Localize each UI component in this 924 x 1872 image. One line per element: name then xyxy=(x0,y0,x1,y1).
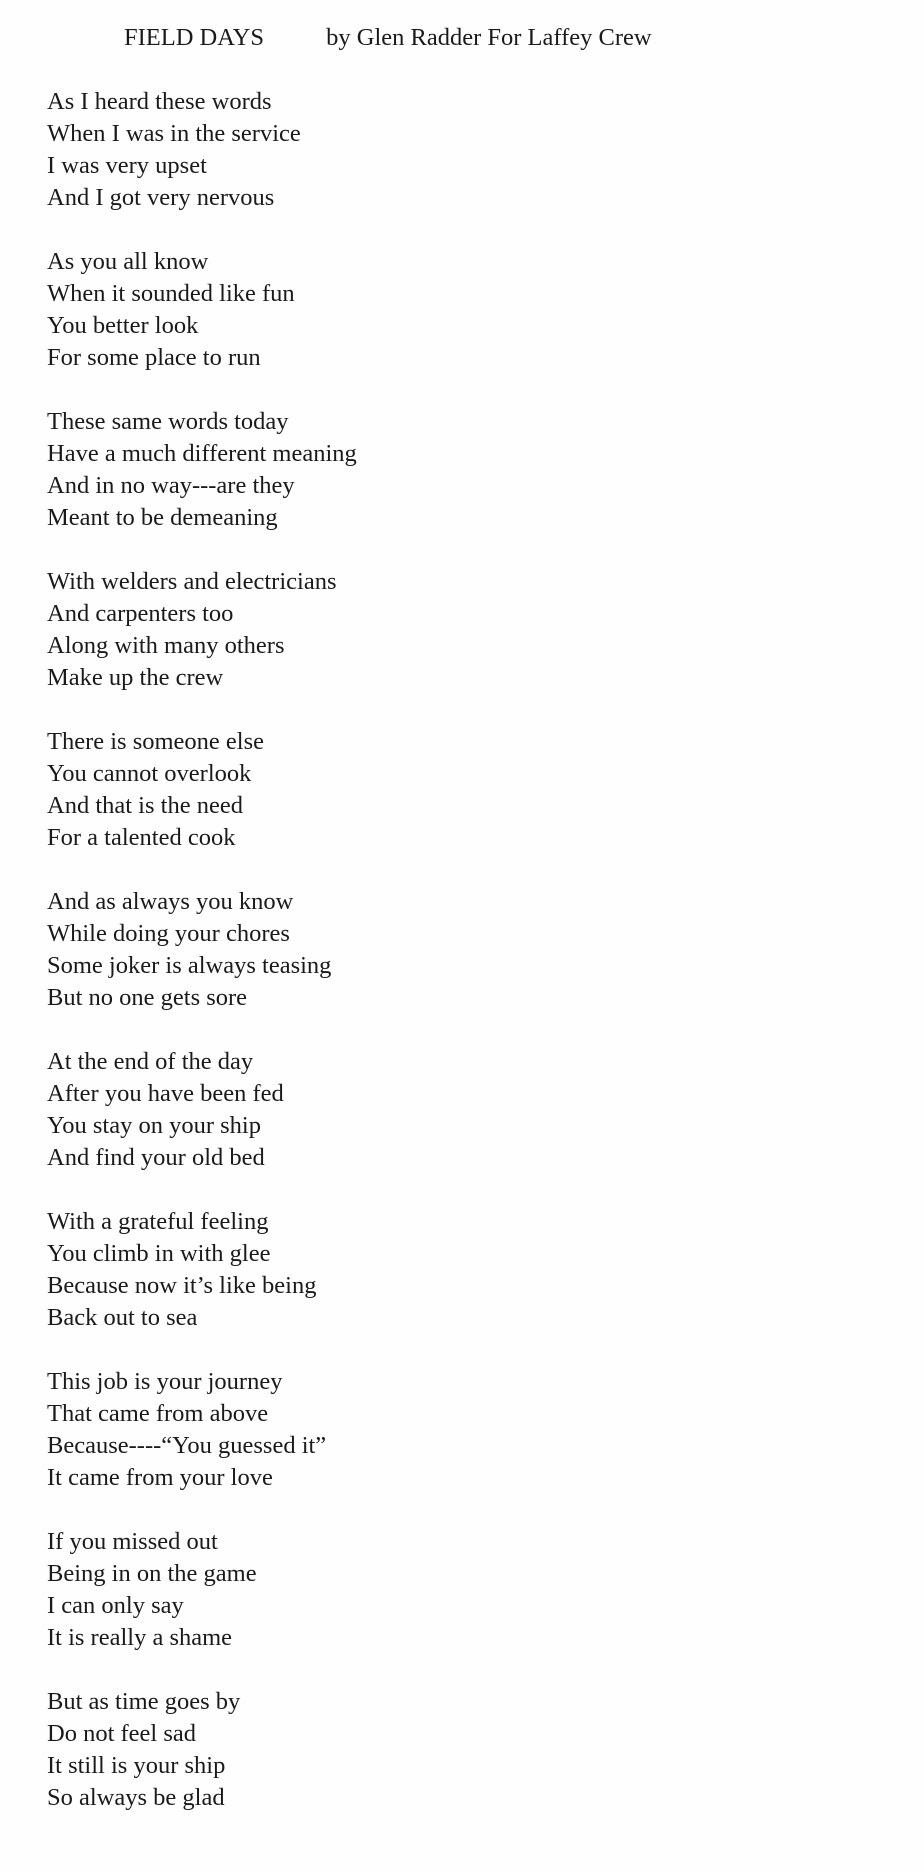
title-row xyxy=(124,22,652,54)
poem-line: Meant to be demeaning xyxy=(47,504,278,531)
poem-line: For a talented cook xyxy=(47,824,236,851)
poem-line: Being in on the game xyxy=(47,1560,257,1587)
stanza xyxy=(47,246,887,374)
stanza xyxy=(47,86,887,214)
poem-line: But as time goes by xyxy=(47,1688,241,1715)
poem-line: This job is your journey xyxy=(47,1368,283,1395)
poem-line: While doing your chores xyxy=(47,920,290,947)
poem-line: It still is your ship xyxy=(47,1752,226,1779)
poem-line: I can only say xyxy=(47,1592,184,1619)
poem-line: And find your old bed xyxy=(47,1144,265,1171)
poem-line: With a grateful feeling xyxy=(47,1208,269,1235)
poem-line: Some joker is always teasing xyxy=(47,952,332,979)
poem-line: As I heard these words xyxy=(47,88,272,115)
poem-title: FIELD DAYS xyxy=(124,24,264,51)
poem-line: After you have been fed xyxy=(47,1080,284,1107)
poem-line: And I got very nervous xyxy=(47,184,275,211)
stanza xyxy=(47,1526,887,1654)
stanza xyxy=(47,1686,887,1814)
stanza xyxy=(47,1046,887,1174)
poem-line: You stay on your ship xyxy=(47,1112,261,1139)
poem-line: You better look xyxy=(47,312,199,339)
poem-byline: by Glen Radder For Laffey Crew xyxy=(326,24,652,51)
poem-line: Do not feel sad xyxy=(47,1720,196,1747)
poem-line: That came from above xyxy=(47,1400,269,1427)
poem-line: You climb in with glee xyxy=(47,1240,271,1267)
stanza xyxy=(47,1366,887,1494)
poem-line: Make up the crew xyxy=(47,664,224,691)
poem-line: There is someone else xyxy=(47,728,265,755)
poem-line: It came from your love xyxy=(47,1464,273,1491)
stanza xyxy=(47,726,887,854)
poem-line: And in no way---are they xyxy=(47,472,295,499)
poem-line: I was very upset xyxy=(47,152,207,179)
poem-line: When I was in the service xyxy=(47,120,301,147)
poem-line: So always be glad xyxy=(47,1784,225,1811)
poem-line: And as always you know xyxy=(47,888,294,915)
poem-line: Back out to sea xyxy=(47,1304,198,1331)
stanza xyxy=(47,406,887,534)
poem-line: Because now it’s like being xyxy=(47,1272,317,1299)
poem-line: Along with many others xyxy=(47,632,285,659)
poem-line: If you missed out xyxy=(47,1528,218,1555)
poem-line: You cannot overlook xyxy=(47,760,252,787)
poem-line: Have a much different meaning xyxy=(47,440,357,467)
stanza xyxy=(47,886,887,1014)
stanza xyxy=(47,1206,887,1334)
poem-line: At the end of the day xyxy=(47,1048,254,1075)
poem-line: As you all know xyxy=(47,248,209,275)
poem-line: When it sounded like fun xyxy=(47,280,295,307)
poem-line: For some place to run xyxy=(47,344,261,371)
stanza xyxy=(47,566,887,694)
poem-line: It is really a shame xyxy=(47,1624,233,1651)
poem-body xyxy=(47,86,887,1846)
poem-line: Because----“You guessed it” xyxy=(47,1432,327,1459)
poem-line: These same words today xyxy=(47,408,289,435)
poem-line: And carpenters too xyxy=(47,600,234,627)
poem-line: But no one gets sore xyxy=(47,984,248,1011)
poem-line: And that is the need xyxy=(47,792,243,819)
poem-line: With welders and electricians xyxy=(47,568,337,595)
